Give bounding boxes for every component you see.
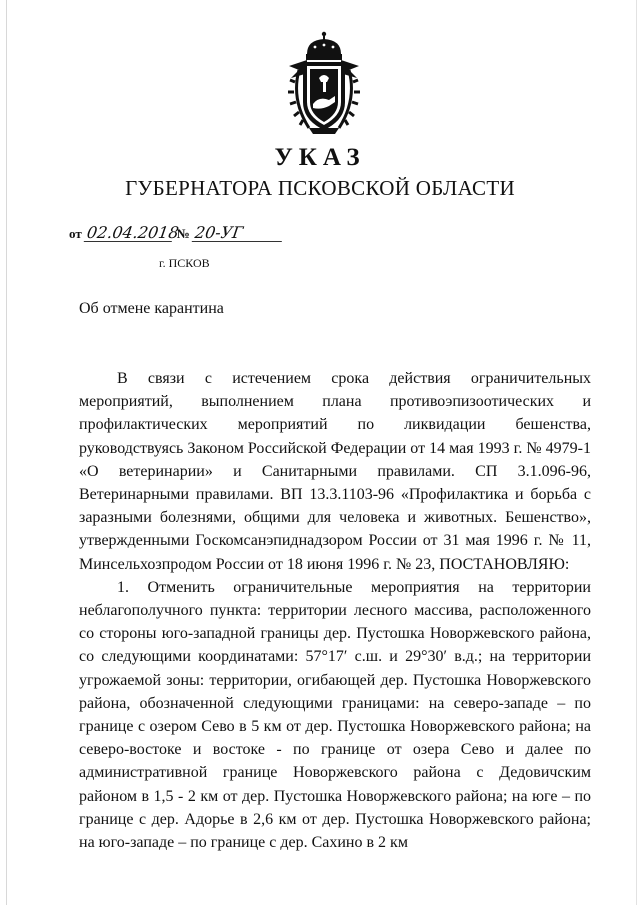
city-label: г. ПСКОВ [159, 256, 210, 270]
body-paragraph: В связи с истечением срока действия ограничительных мероприятий, выполнением плана противоэпизоотических и профилактических мероприятий по ликвидации бешенства, руководствуясь Законом Российской Федерации от 14 мая 1993 г. № 4979-1 «О ветеринарии» и Санитарными правилами. СП 3.1.096-96, Ветеринарными правилами. ВП 13.3.1103-96 «Профилактика и борьба с заразными болезнями, общими для человека и животных. Бешенство», утвержденными Госкомсанэпиднадзором России от 31 мая 1996 г. № 11, Минсельхозпродом России от 18 июня 1996 г. № 23, ПОСТАНОВЛЯЮ: [79, 370, 591, 573]
body-paragraph: 1. Отменить ограничительные мероприятия на территории неблагополучного пункта: территории лесного массива, расположенного со стороны юго-западной границы дер. Пустошка Новоржевского района, со следующими координатами: 57°17′ с.ш. и 29°30′ в.д.; на территории угрожаемой зоны: территории, огибающей дер. Пустошка Новоржевского района, обозначенной следующими границами: на северо-западе – по границе с озером Сево в 5 км от дер. Пустошка Новоржевского района; на северо-востоке и востоке - по границе от озера Сево и далее по административной границе Новоржевского района с Дедовичским районом в 1,5 - 2 км от дер. Пустошка Новоржевского района; на юге – по границе с дер. Адорье в 2,6 км от дер. Пустошка Новоржевского района; на юго-западе – по границе с дер. Сахино в 2 км [79, 578, 591, 852]
document-subtitle: ГУБЕРНАТОРА ПСКОВСКОЙ ОБЛАСТИ [125, 176, 515, 200]
scan-edge-left [6, 0, 7, 905]
document-body [79, 367, 591, 854]
handwritten-date: 02.04.2018 [85, 223, 181, 242]
scan-edge-right [636, 0, 637, 905]
handwritten-number: 20-УГ [192, 224, 285, 242]
number-prefix: № [176, 226, 190, 241]
document-title: УКАЗ [274, 144, 366, 171]
date-number-line [69, 224, 283, 243]
pskov-coat-of-arms-icon [285, 30, 363, 136]
document-subject: Об отмене карантина [79, 300, 224, 317]
date-prefix: от [69, 226, 82, 241]
